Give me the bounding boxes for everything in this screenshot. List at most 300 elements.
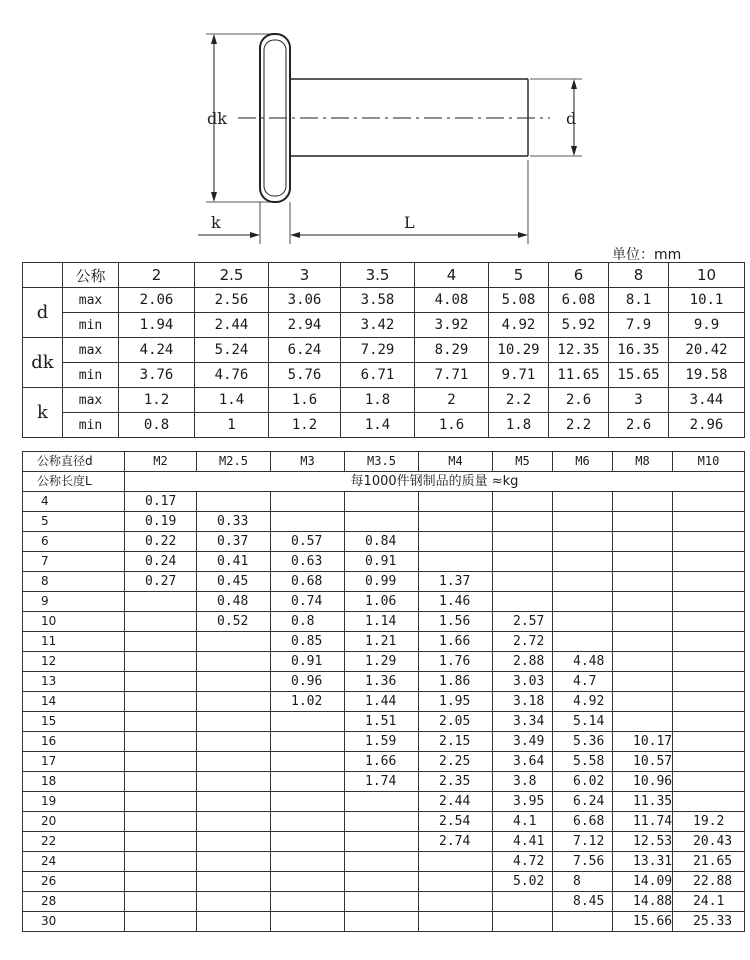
- mass-value-cell: [345, 812, 419, 832]
- mass-value-cell: 20.43: [673, 832, 745, 852]
- dims-value-cell: 3.44: [669, 388, 745, 413]
- mass-value-cell: [613, 632, 673, 652]
- dims-value-cell: 12.35: [549, 338, 609, 363]
- dims-value-cell: 5.76: [269, 363, 341, 388]
- mass-length-cell: 5: [23, 512, 125, 532]
- mass-value-cell: 5.36: [553, 732, 613, 752]
- mass-value-cell: [197, 752, 271, 772]
- mass-value-cell: 2.44: [419, 792, 493, 812]
- mass-row: [23, 872, 745, 892]
- mass-value-cell: [553, 612, 613, 632]
- mass-value-cell: 4.92: [553, 692, 613, 712]
- mass-table: [22, 451, 745, 932]
- mass-value-cell: 4.41: [493, 832, 553, 852]
- mass-value-cell: 0.37: [197, 532, 271, 552]
- mass-value-cell: [419, 912, 493, 932]
- mass-value-cell: 10.96: [613, 772, 673, 792]
- mass-value-cell: [125, 652, 197, 672]
- mass-length-cell: 24: [23, 852, 125, 872]
- mass-size-header: M3: [271, 452, 345, 472]
- dims-header-row: [23, 263, 745, 288]
- l-arrow-left: [290, 232, 300, 238]
- dk-label: dk: [207, 109, 227, 128]
- dims-value-cell: 1.6: [269, 388, 341, 413]
- mass-value-cell: [673, 552, 745, 572]
- mass-value-cell: 4.48: [553, 652, 613, 672]
- mass-value-cell: [125, 712, 197, 732]
- mass-row: [23, 672, 745, 692]
- mass-value-cell: [553, 572, 613, 592]
- mass-value-cell: [673, 712, 745, 732]
- mass-value-cell: [271, 912, 345, 932]
- mass-value-cell: [345, 892, 419, 912]
- dims-value-cell: 3.92: [415, 313, 489, 338]
- mass-value-cell: [197, 732, 271, 752]
- dims-value-cell: 19.58: [669, 363, 745, 388]
- dims-value-cell: 2.6: [609, 413, 669, 438]
- dims-value-cell: 7.29: [341, 338, 415, 363]
- dims-value-cell: 4.08: [415, 288, 489, 313]
- mass-length-cell: 17: [23, 752, 125, 772]
- mass-value-cell: [125, 772, 197, 792]
- dims-value-cell: 1.4: [341, 413, 415, 438]
- mass-value-cell: [125, 612, 197, 632]
- mass-row: [23, 812, 745, 832]
- dims-value-cell: 1: [195, 413, 269, 438]
- mass-value-cell: 0.48: [197, 592, 271, 612]
- mass-value-cell: 6.02: [553, 772, 613, 792]
- mass-value-cell: 1.29: [345, 652, 419, 672]
- mass-value-cell: 4.1: [493, 812, 553, 832]
- mass-value-cell: [345, 912, 419, 932]
- mass-value-cell: 25.33: [673, 912, 745, 932]
- mass-row: [23, 652, 745, 672]
- mass-value-cell: 7.56: [553, 852, 613, 872]
- mass-length-cell: 14: [23, 692, 125, 712]
- mass-value-cell: [493, 512, 553, 532]
- dims-size-header: 2: [119, 263, 195, 288]
- mass-value-cell: [673, 772, 745, 792]
- dk-arrow-bottom: [211, 192, 217, 202]
- mass-row: [23, 912, 745, 932]
- mass-size-header: M2.5: [197, 452, 271, 472]
- mass-value-cell: 10.57: [613, 752, 673, 772]
- mass-row: [23, 852, 745, 872]
- mass-value-cell: [493, 492, 553, 512]
- mass-value-cell: [197, 692, 271, 712]
- mass-value-cell: 0.84: [345, 532, 419, 552]
- mass-value-cell: 5.58: [553, 752, 613, 772]
- mass-length-cell: 7: [23, 552, 125, 572]
- mass-value-cell: [197, 872, 271, 892]
- dims-value-cell: 8.29: [415, 338, 489, 363]
- mass-length-cell: 4: [23, 492, 125, 512]
- mass-value-cell: [271, 752, 345, 772]
- dims-value-cell: 6.24: [269, 338, 341, 363]
- k-arrow: [250, 232, 260, 238]
- mass-value-cell: 0.57: [271, 532, 345, 552]
- mass-value-cell: 5.02: [493, 872, 553, 892]
- mass-length-cell: 19: [23, 792, 125, 812]
- mass-value-cell: 0.91: [345, 552, 419, 572]
- mass-length-cell: 26: [23, 872, 125, 892]
- dims-value-cell: 5.92: [549, 313, 609, 338]
- mass-value-cell: [125, 792, 197, 812]
- dims-value-cell: 1.6: [415, 413, 489, 438]
- mass-row: [23, 892, 745, 912]
- mass-value-cell: 2.35: [419, 772, 493, 792]
- mass-value-cell: [125, 892, 197, 912]
- mass-value-cell: [673, 752, 745, 772]
- mass-value-cell: 0.85: [271, 632, 345, 652]
- dims-value-cell: 7.9: [609, 313, 669, 338]
- mass-value-cell: 2.54: [419, 812, 493, 832]
- d-label: d: [566, 109, 577, 128]
- mass-value-cell: [345, 832, 419, 852]
- dims-value-cell: 0.8: [119, 413, 195, 438]
- dims-value-cell: 2.6: [549, 388, 609, 413]
- mass-value-cell: 0.22: [125, 532, 197, 552]
- mass-value-cell: [673, 632, 745, 652]
- dk-arrow-top: [211, 34, 217, 44]
- dims-size-header: 10: [669, 263, 745, 288]
- mass-value-cell: 1.95: [419, 692, 493, 712]
- mass-value-cell: 0.45: [197, 572, 271, 592]
- mass-value-cell: [125, 632, 197, 652]
- mass-value-cell: 1.76: [419, 652, 493, 672]
- mass-row: [23, 572, 745, 592]
- mass-value-cell: [197, 632, 271, 652]
- mass-length-cell: 16: [23, 732, 125, 752]
- dims-row: [23, 363, 745, 388]
- mass-length-cell: 12: [23, 652, 125, 672]
- mass-value-cell: [345, 852, 419, 872]
- mass-value-cell: 5.14: [553, 712, 613, 732]
- mass-row: [23, 832, 745, 852]
- mass-value-cell: [197, 712, 271, 732]
- mass-value-cell: 0.24: [125, 552, 197, 572]
- dims-size-header: 6: [549, 263, 609, 288]
- mass-value-cell: 1.46: [419, 592, 493, 612]
- mass-value-cell: [493, 592, 553, 612]
- mass-row: [23, 552, 745, 572]
- mass-value-cell: 22.88: [673, 872, 745, 892]
- mass-value-cell: [673, 532, 745, 552]
- dims-value-cell: 1.94: [119, 313, 195, 338]
- dims-value-cell: 3.06: [269, 288, 341, 313]
- dims-size-header: 4: [415, 263, 489, 288]
- mass-length-cell: 20: [23, 812, 125, 832]
- dimensions-table: [22, 262, 745, 438]
- dims-value-cell: 6.71: [341, 363, 415, 388]
- mass-value-cell: [493, 532, 553, 552]
- mass-value-cell: 0.91: [271, 652, 345, 672]
- mass-length-cell: 13: [23, 672, 125, 692]
- mass-value-cell: 3.18: [493, 692, 553, 712]
- mass-value-cell: 2.05: [419, 712, 493, 732]
- dims-value-cell: 4.24: [119, 338, 195, 363]
- mass-value-cell: 0.41: [197, 552, 271, 572]
- mass-value-cell: [493, 912, 553, 932]
- mass-size-header: M2: [125, 452, 197, 472]
- dims-value-cell: 3.58: [341, 288, 415, 313]
- mass-row: [23, 612, 745, 632]
- dims-row-label: min: [63, 313, 119, 338]
- mass-length-cell: 6: [23, 532, 125, 552]
- mass-row: [23, 772, 745, 792]
- mass-value-cell: [673, 792, 745, 812]
- mass-length-cell: 10: [23, 612, 125, 632]
- mass-row: [23, 532, 745, 552]
- mass-value-cell: [613, 692, 673, 712]
- dims-size-header: 5: [489, 263, 549, 288]
- dims-value-cell: 4.92: [489, 313, 549, 338]
- mass-row: [23, 492, 745, 512]
- mass-value-cell: 1.02: [271, 692, 345, 712]
- mass-length-cell: 8: [23, 572, 125, 592]
- mass-value-cell: [613, 712, 673, 732]
- mass-value-cell: [197, 892, 271, 912]
- mass-length-cell: 11: [23, 632, 125, 652]
- mass-value-cell: 0.68: [271, 572, 345, 592]
- mass-value-cell: [553, 592, 613, 612]
- mass-value-cell: [125, 732, 197, 752]
- dims-value-cell: 2.96: [669, 413, 745, 438]
- mass-value-cell: [553, 512, 613, 532]
- mass-value-cell: 1.14: [345, 612, 419, 632]
- mass-value-cell: [197, 912, 271, 932]
- dims-value-cell: 5.24: [195, 338, 269, 363]
- mass-value-cell: [125, 592, 197, 612]
- mass-value-cell: 3.64: [493, 752, 553, 772]
- mass-row: [23, 632, 745, 652]
- l-label: L: [404, 213, 415, 232]
- mass-length-cell: 18: [23, 772, 125, 792]
- mass-value-cell: 19.2: [673, 812, 745, 832]
- mass-value-cell: [271, 872, 345, 892]
- mass-value-cell: 1.51: [345, 712, 419, 732]
- mass-value-cell: 15.66: [613, 912, 673, 932]
- mass-value-cell: [419, 892, 493, 912]
- mass-value-cell: [419, 552, 493, 572]
- mass-size-row: [23, 452, 745, 472]
- dims-header-label: 公称: [63, 263, 119, 288]
- dims-value-cell: 6.08: [549, 288, 609, 313]
- mass-diameter-header: 公称直径d: [23, 452, 125, 472]
- mass-value-cell: 8.45: [553, 892, 613, 912]
- dims-value-cell: 2: [415, 388, 489, 413]
- mass-row: [23, 712, 745, 732]
- mass-value-cell: [613, 572, 673, 592]
- mass-value-cell: [419, 872, 493, 892]
- mass-value-cell: [419, 512, 493, 532]
- mass-value-cell: 0.33: [197, 512, 271, 532]
- dims-value-cell: 1.2: [269, 413, 341, 438]
- mass-value-cell: [197, 652, 271, 672]
- mass-value-cell: [673, 512, 745, 532]
- mass-value-cell: [345, 512, 419, 532]
- dims-size-header: 8: [609, 263, 669, 288]
- mass-caption: 每1000件钢制品的质量 ≈kg: [125, 472, 745, 492]
- mass-value-cell: [673, 572, 745, 592]
- mass-value-cell: [271, 812, 345, 832]
- mass-value-cell: [271, 712, 345, 732]
- dims-row: [23, 388, 745, 413]
- mass-value-cell: 21.65: [673, 852, 745, 872]
- dims-value-cell: 15.65: [609, 363, 669, 388]
- mass-value-cell: [345, 792, 419, 812]
- mass-value-cell: [197, 832, 271, 852]
- mass-size-header: M4: [419, 452, 493, 472]
- mass-value-cell: [125, 812, 197, 832]
- mass-size-header: M3.5: [345, 452, 419, 472]
- mass-length-cell: 22: [23, 832, 125, 852]
- mass-value-cell: [125, 692, 197, 712]
- l-arrow-right: [518, 232, 528, 238]
- mass-value-cell: 13.31: [613, 852, 673, 872]
- mass-value-cell: 4.72: [493, 852, 553, 872]
- mass-value-cell: 0.99: [345, 572, 419, 592]
- mass-value-cell: [197, 492, 271, 512]
- mass-row: [23, 592, 745, 612]
- dims-row-label: max: [63, 288, 119, 313]
- dims-value-cell: 10.1: [669, 288, 745, 313]
- mass-row: [23, 752, 745, 772]
- mass-value-cell: 2.57: [493, 612, 553, 632]
- dims-size-header: 2.5: [195, 263, 269, 288]
- mass-value-cell: [673, 692, 745, 712]
- mass-value-cell: 3.34: [493, 712, 553, 732]
- mass-value-cell: 3.8: [493, 772, 553, 792]
- mass-value-cell: 12.53: [613, 832, 673, 852]
- dims-row: [23, 413, 745, 438]
- mass-value-cell: [197, 812, 271, 832]
- dims-value-cell: 1.2: [119, 388, 195, 413]
- mass-value-cell: 2.25: [419, 752, 493, 772]
- dims-value-cell: 2.94: [269, 313, 341, 338]
- mass-value-cell: [613, 592, 673, 612]
- mass-value-cell: [125, 872, 197, 892]
- dims-value-cell: 16.35: [609, 338, 669, 363]
- mass-value-cell: [673, 652, 745, 672]
- mass-value-cell: 0.17: [125, 492, 197, 512]
- mass-value-cell: 1.37: [419, 572, 493, 592]
- dims-symbol-k: k: [23, 388, 63, 438]
- mass-value-cell: [613, 492, 673, 512]
- mass-value-cell: [271, 892, 345, 912]
- mass-value-cell: 2.74: [419, 832, 493, 852]
- mass-value-cell: 0.52: [197, 612, 271, 632]
- mass-row: [23, 512, 745, 532]
- mass-value-cell: 1.59: [345, 732, 419, 752]
- mass-value-cell: 0.27: [125, 572, 197, 592]
- dims-value-cell: 1.8: [489, 413, 549, 438]
- mass-value-cell: 11.74: [613, 812, 673, 832]
- mass-value-cell: 24.1: [673, 892, 745, 912]
- dims-value-cell: 2.56: [195, 288, 269, 313]
- mass-value-cell: 0.19: [125, 512, 197, 532]
- mass-length-cell: 15: [23, 712, 125, 732]
- mass-value-cell: 14.88: [613, 892, 673, 912]
- mass-value-cell: [271, 772, 345, 792]
- mass-value-cell: 0.63: [271, 552, 345, 572]
- mass-value-cell: [419, 852, 493, 872]
- d-arrow-bottom: [571, 146, 577, 156]
- mass-value-cell: [125, 852, 197, 872]
- mass-value-cell: 8: [553, 872, 613, 892]
- mass-value-cell: 1.21: [345, 632, 419, 652]
- mass-value-cell: [673, 732, 745, 752]
- mass-value-cell: 1.74: [345, 772, 419, 792]
- mass-size-header: M6: [553, 452, 613, 472]
- mass-value-cell: [613, 512, 673, 532]
- dims-corner-cell: [23, 263, 63, 288]
- mass-value-cell: [197, 672, 271, 692]
- dims-value-cell: 4.76: [195, 363, 269, 388]
- mass-value-cell: 7.12: [553, 832, 613, 852]
- mass-row: [23, 692, 745, 712]
- dims-row-label: min: [63, 413, 119, 438]
- mass-length-cell: 9: [23, 592, 125, 612]
- dims-value-cell: 2.44: [195, 313, 269, 338]
- dims-row-label: min: [63, 363, 119, 388]
- mass-value-cell: [673, 492, 745, 512]
- mass-value-cell: [673, 672, 745, 692]
- k-label: k: [211, 213, 221, 232]
- mass-size-header: M5: [493, 452, 553, 472]
- dims-value-cell: 1.8: [341, 388, 415, 413]
- dims-row: [23, 313, 745, 338]
- mass-value-cell: 3.03: [493, 672, 553, 692]
- dims-value-cell: 9.71: [489, 363, 549, 388]
- dims-symbol-dk: dk: [23, 338, 63, 388]
- mass-value-cell: 2.72: [493, 632, 553, 652]
- mass-value-cell: 1.66: [419, 632, 493, 652]
- dims-value-cell: 9.9: [669, 313, 745, 338]
- mass-value-cell: [493, 572, 553, 592]
- dims-value-cell: 1.4: [195, 388, 269, 413]
- dims-row-label: max: [63, 338, 119, 363]
- mass-size-header: M8: [613, 452, 673, 472]
- mass-value-cell: 10.17: [613, 732, 673, 752]
- mass-length-cell: 30: [23, 912, 125, 932]
- mass-value-cell: 1.56: [419, 612, 493, 632]
- dims-size-header: 3.5: [341, 263, 415, 288]
- mass-value-cell: [419, 532, 493, 552]
- mass-value-cell: [493, 892, 553, 912]
- mass-value-cell: [613, 672, 673, 692]
- mass-value-cell: [553, 492, 613, 512]
- mass-value-cell: [673, 592, 745, 612]
- mass-value-cell: [553, 532, 613, 552]
- mass-length-cell: 28: [23, 892, 125, 912]
- dims-value-cell: 5.08: [489, 288, 549, 313]
- mass-value-cell: 14.09: [613, 872, 673, 892]
- mass-value-cell: [673, 612, 745, 632]
- mass-length-header: 公称长度L: [23, 472, 125, 492]
- mass-value-cell: 2.15: [419, 732, 493, 752]
- mass-value-cell: 1.44: [345, 692, 419, 712]
- mass-value-cell: [271, 732, 345, 752]
- unit-note: 单位：mm: [612, 247, 682, 263]
- dims-size-header: 3: [269, 263, 341, 288]
- mass-value-cell: [271, 832, 345, 852]
- mass-value-cell: 2.88: [493, 652, 553, 672]
- dims-value-cell: 2.06: [119, 288, 195, 313]
- dims-value-cell: 7.71: [415, 363, 489, 388]
- dims-symbol-d: d: [23, 288, 63, 338]
- mass-value-cell: [125, 832, 197, 852]
